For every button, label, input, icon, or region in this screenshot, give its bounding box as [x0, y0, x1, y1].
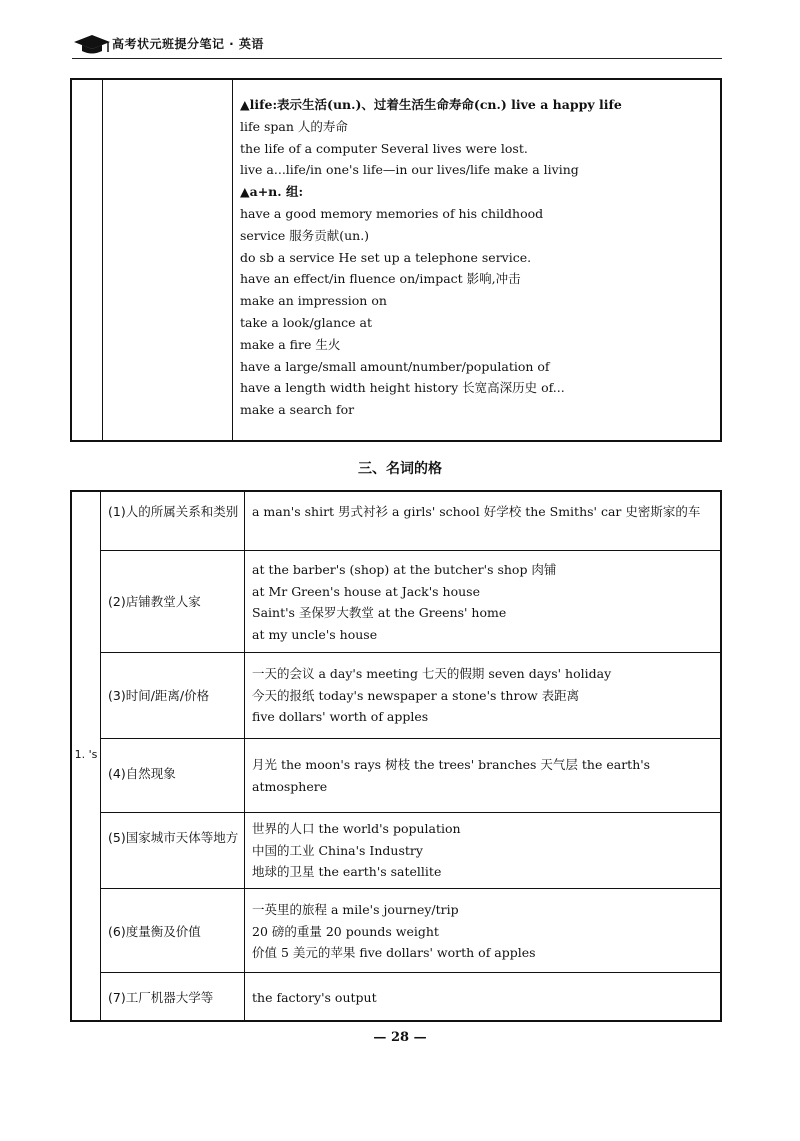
table-column-divider [102, 80, 103, 440]
note-line: ▲a+n. 组: [240, 184, 304, 200]
example-line: 价值 5 美元的苹果 five dollars' worth of apples [252, 945, 536, 960]
example-line: the factory's output [252, 990, 377, 1005]
table-row-divider [100, 738, 720, 739]
example-line: 中国的工业 China's Industry [252, 842, 423, 858]
note-line: service 服务贡献(un.) [240, 227, 370, 243]
example-line: five dollars' worth of apples [252, 709, 429, 724]
note-line: live a...life/in one's life—in our lives/life make a living [240, 162, 579, 178]
category-label: (4)自然现象 [108, 766, 176, 781]
category-label: (2)店铺教堂人家 [108, 594, 201, 609]
example-line: 一天的会议 a day's meeting 七天的假期 seven days' holiday [252, 666, 612, 681]
example-line: 地球的卫星 the earth's satellite [252, 864, 442, 879]
table-row-divider [100, 652, 720, 653]
example-cell [252, 987, 714, 1009]
graduation-cap-icon [72, 32, 112, 56]
continuation-table [70, 78, 722, 442]
note-line: make a search for [240, 402, 355, 418]
possessive-case-table [70, 490, 722, 1022]
table-row-divider [100, 550, 720, 551]
page-number: — 28 — [373, 1030, 427, 1045]
note-line: have a good memory memories of his childhood [240, 205, 544, 221]
note-line: make a fire 生火 [240, 336, 341, 352]
table-column-divider [232, 80, 233, 440]
row-group-label: 1. 's [74, 748, 98, 761]
example-cell [252, 501, 714, 523]
header-rule [72, 58, 722, 59]
example-cell [252, 818, 714, 883]
note-line: have a length width height history 长宽高深历史 of... [240, 380, 565, 396]
note-line: life span 人的寿命 [240, 118, 348, 134]
table-row-divider [100, 812, 720, 813]
note-line: make an impression on [240, 293, 387, 309]
example-cell [252, 754, 714, 797]
note-line: do sb a service He set up a telephone service. [240, 249, 532, 265]
example-cell [252, 663, 714, 728]
note-line: take a look/glance at [240, 314, 373, 330]
category-label: (5)国家城市天体等地方 [108, 830, 239, 845]
example-line: Saint's 圣保罗大教堂 at the Greens' home [252, 605, 507, 620]
section-title: 三、名词的格 [358, 461, 442, 477]
example-line: 今天的报纸 today's newspaper a stone's throw 表距离 [252, 687, 580, 703]
example-line: 一英里的旅程 a mile's journey/trip [252, 902, 459, 917]
example-line: a man's shirt 男式衬衫 a girls' school 好学校 the Smiths' car 史密斯家的车 [252, 504, 701, 519]
example-line: at my uncle's house [252, 626, 378, 642]
note-line: have a large/small amount/number/population of [240, 358, 550, 374]
header-title: 高考状元班提分笔记 · 英语 [112, 37, 264, 51]
example-line: 20 磅的重量 20 pounds weight [252, 923, 439, 939]
category-label: (3)时间/距离/价格 [108, 688, 210, 703]
example-line: 世界的人口 the world's population [252, 821, 461, 836]
category-label: (1)人的所属关系和类别 [108, 504, 239, 519]
table-row-divider [100, 888, 720, 889]
continuation-notes [240, 94, 714, 421]
example-cell [252, 899, 714, 964]
note-line: the life of a computer Several lives were lost. [240, 140, 528, 156]
category-label: (6)度量衡及价值 [108, 924, 201, 939]
example-line: at Mr Green's house at Jack's house [252, 583, 480, 599]
example-cell [252, 559, 714, 645]
table-column-divider [100, 492, 101, 1020]
page-header [72, 30, 722, 60]
category-label: (7)工厂机器大学等 [108, 990, 214, 1005]
note-line: ▲life:表示生活(un.)、过着生活生命寿命(cn.) live a happy life [240, 97, 622, 112]
example-line: 月光 the moon's rays 树枝 the trees' branches 天气层 the earth's atmosphere [252, 757, 651, 794]
table-row-divider [100, 972, 720, 973]
note-line: have an effect/in fluence on/impact 影响,冲击 [240, 271, 521, 287]
example-line: at the barber's (shop) at the butcher's shop 肉铺 [252, 562, 557, 577]
table-column-divider [244, 492, 245, 1020]
